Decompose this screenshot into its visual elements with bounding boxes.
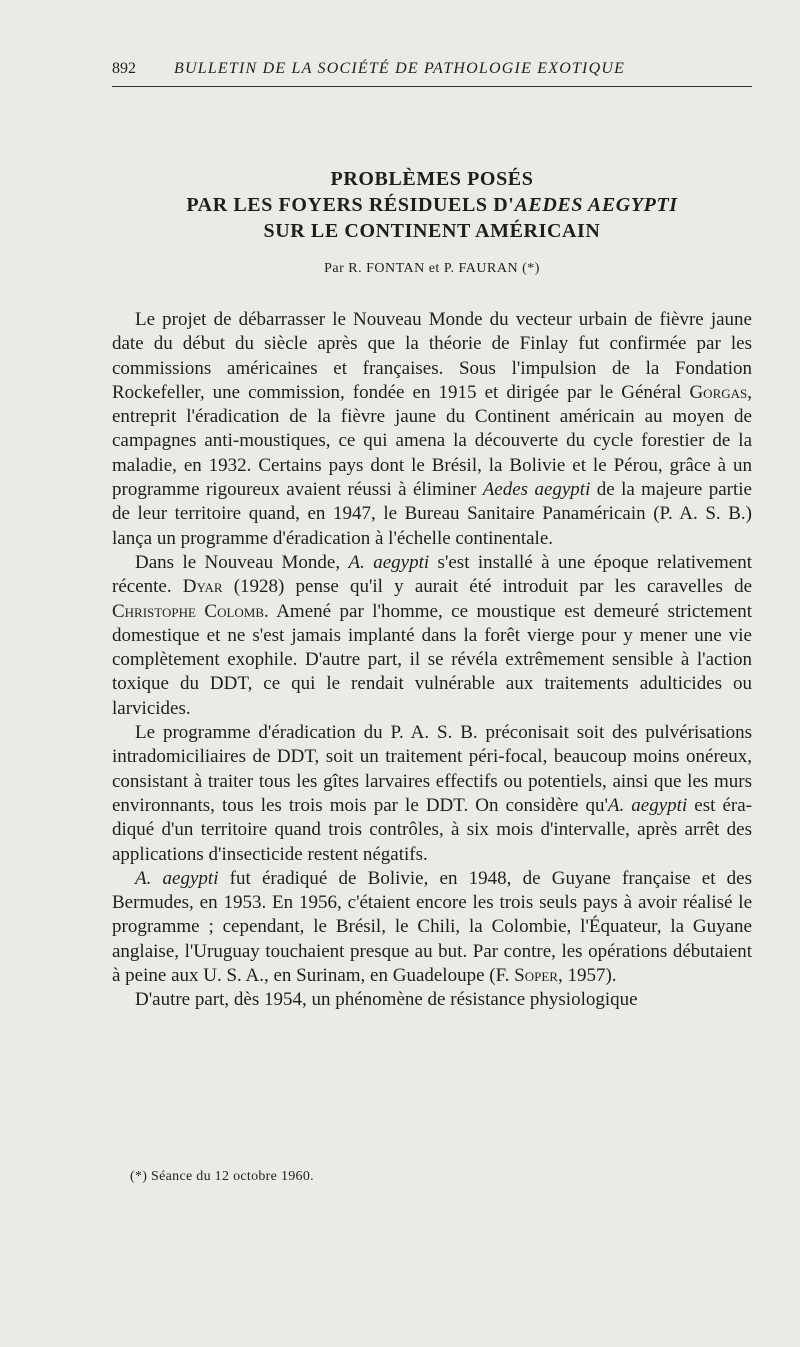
italic-term: A. aegypti — [607, 794, 688, 816]
body-paragraph — [112, 867, 752, 988]
body-paragraph — [112, 551, 752, 721]
text-run: , 1957). — [557, 965, 617, 987]
title-line-3: SUR LE CONTINENT AMÉRICAIN — [263, 220, 601, 242]
author-name: Soper — [514, 965, 558, 987]
text-run: Le programme d'éradication du P. A. S. B. préconisait soit des pulvérisations intradomiciliaires de DDT, soit un traitement péri-focal, beaucoup moins onéreux, consistant à traiter tous les gîtes larvaires effectifs ou potentiels, ainsi que les murs environnants, tous les trois mois par le DDT. On considère qu' — [112, 722, 752, 816]
title-line-1: PROBLÈMES POSÉS — [330, 168, 534, 190]
body-paragraph — [112, 308, 752, 551]
body-paragraph — [112, 988, 752, 1012]
title-line-2-prefix: PAR LES FOYERS RÉSIDUELS D' — [186, 194, 515, 216]
italic-term: A. aegypti — [135, 867, 219, 889]
running-header — [112, 58, 752, 87]
text-run: , entreprit l'éradication de la fièvre jaune du Continent américain au moyen de campagnes anti-moustiques, ce qui amena la découverte du cycle forestier de la maladie, en 1932. Certains pays dont le Brésil, la Bolivie et le Pérou, grâce à un programme rigoureux avaient réussi à éliminer — [112, 381, 752, 501]
article-title — [112, 166, 752, 244]
text-run: . Amené par l'homme, ce moustique est demeuré strictement domestique et ne s'est jamais implanté dans la forêt vierge pour y mener une vie complètement exophile. D'autre part, il se révéla extrêmement sensible à l'action toxique du DDT, ce qui le rendait vulnérable aux traitements adulticides ou larvicides. — [112, 600, 752, 719]
author-name: Gorgas — [689, 381, 748, 403]
text-run: fut éradiqué de Bolivie, en 1948, de Guyane française et des Bermudes, en 1953. En 1956, c'étaient encore les trois seuls pays à avoir réalisé le programme ; cependant, le Brésil, le Chili, la Colombie, l'Équateur, la Guyane anglaise, l'Uruguay touchaient presque au but. Par contre, les opérations débutaient à peine aux U. S. A., en Surinam, en Guadeloupe (F. — [112, 867, 752, 987]
italic-term: A. aegypti — [348, 551, 430, 573]
author-name: Dyar — [182, 576, 223, 598]
text-run: Dans le Nouveau Monde, — [135, 551, 349, 573]
text-run: s'est installé à une époque relativement récente. — [112, 551, 752, 598]
text-run: Le projet de débarrasser le Nouveau Monde du vecteur urbain de fièvre jaune date du début du siècle après que la théorie de Finlay fut confirmée par les commissions américaines et françaises. Sous l'impulsion de la Fondation Rockefeller, une commission, fondée en 1915 et dirigée par le Général — [112, 309, 752, 403]
title-line-2 — [112, 192, 752, 218]
text-run: est éra-diqué d'un territoire quand trois contrôles, à six mois d'intervalle, après arrêt des applications d'insecticide restent négatifs. — [112, 794, 752, 865]
italic-term: Aedes aegypti — [482, 479, 591, 501]
text-run: D'autre part, dès 1954, un phénomène de résistance physiologique — [135, 989, 638, 1011]
footnote: (*) Séance du 12 octobre 1960. — [130, 1169, 314, 1184]
title-species: AEDES AEGYPTI — [514, 194, 678, 216]
journal-title: BULLETIN DE LA SOCIÉTÉ DE PATHOLOGIE EXOTIQUE — [174, 60, 626, 77]
page-number: 892 — [112, 60, 136, 77]
article-authors: Par R. FONTAN et P. FAURAN (*) — [324, 261, 540, 276]
author-name: Christophe Colomb — [112, 600, 265, 622]
article-body — [112, 308, 752, 1013]
text-run: (1928) pense qu'il y aurait été introduit par les caravelles de — [222, 576, 752, 598]
body-paragraph — [112, 721, 752, 867]
text-run: de la majeure partie de leur territoire quand, en 1947, le Bureau Sanitaire Panaméricain (P. A. S. B.) lança un programme d'éradication à l'échelle continentale. — [112, 479, 752, 549]
